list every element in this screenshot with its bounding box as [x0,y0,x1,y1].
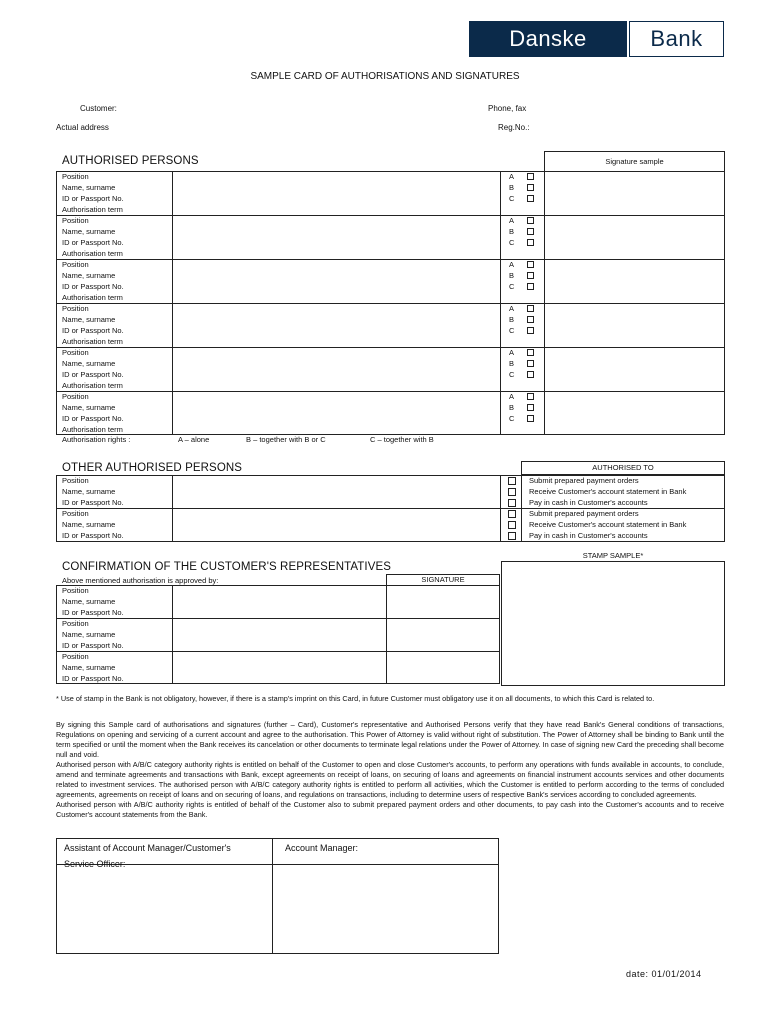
confirm-row-2-labels: Position Name, surname ID or Passport No. [62,619,124,650]
other-row-1-labels: Position Name, surname ID or Passport No. [62,476,124,507]
checkbox-b[interactable] [527,228,534,235]
address-label: Actual address [56,123,109,132]
abc-group-2: A B C [500,215,544,248]
confirm-row-3-labels: Position Name, surname ID or Passport No. [62,652,124,683]
person-row-6-labels: Position Name, surname ID or Passport No. Authorisation term [62,392,124,434]
checkbox-c[interactable] [527,283,534,290]
confirmation-heading: CONFIRMATION OF THE CUSTOMER'S REPRESENTATIVES [62,561,392,573]
option-checkbox[interactable] [508,532,516,540]
option-checkbox[interactable] [508,499,516,507]
checkbox-b[interactable] [527,184,534,191]
confirm-row-1-labels: Position Name, surname ID or Passport No. [62,586,124,617]
option-checkbox[interactable] [508,477,516,485]
right-b: B – together with B or C [246,435,326,444]
authorised-heading: AUTHORISED PERSONS [62,155,199,167]
signature-label: SIGNATURE [421,575,465,584]
approved-label: Above mentioned authorisation is approved by: [62,576,219,585]
checkbox-c[interactable] [527,371,534,378]
checkbox-a[interactable] [527,393,534,400]
customer-label: Customer: [80,104,117,113]
checkbox-b[interactable] [527,316,534,323]
authorised-to-label: AUTHORISED TO [592,463,654,472]
stamp-box [501,561,725,686]
signature-sample-label: Signature sample [605,157,664,166]
person-row-2-labels: Position Name, surname ID or Passport No. Authorisation term [62,216,124,258]
checkbox-a[interactable] [527,173,534,180]
right-a: A – alone [178,435,210,444]
abc-group-6: A B C [500,391,544,424]
other-row-2-labels: Position Name, surname ID or Passport No. [62,509,124,540]
checkbox-a[interactable] [527,305,534,312]
checkbox-c[interactable] [527,239,534,246]
option-checkbox[interactable] [508,521,516,529]
person-row-4-labels: Position Name, surname ID or Passport No. Authorisation term [62,304,124,346]
phone-label: Phone, fax [488,104,527,113]
assistant-label: Assistant of Account Manager/Customer's Service Officer: [64,843,231,869]
manager-label: Account Manager: [285,843,359,853]
option-checkbox[interactable] [508,510,516,518]
abc-group-4: A B C [500,303,544,336]
abc-group-1: A B C [500,171,544,204]
checkbox-c[interactable] [527,195,534,202]
checkbox-b[interactable] [527,404,534,411]
checkbox-c[interactable] [527,327,534,334]
option-checkbox[interactable] [508,488,516,496]
checkbox-b[interactable] [527,272,534,279]
checkbox-a[interactable] [527,349,534,356]
other-heading: OTHER AUTHORISED PERSONS [62,462,243,474]
abc-group-3: A B C [500,259,544,292]
footnote: * Use of stamp in the Bank is not obligatory, however, if there is a stamp's imprint on this Card, in future Customer must obligatory use it on all documents, to which this Card is related to. [56,694,655,703]
page-title: SAMPLE CARD OF AUTHORISATIONS AND SIGNATURES [250,71,520,82]
checkbox-a[interactable] [527,217,534,224]
checkbox-c[interactable] [527,415,534,422]
logo-bank: Bank [629,21,724,57]
person-row-3-labels: Position Name, surname ID or Passport No. Authorisation term [62,260,124,302]
rights-label: Authorisation rights : [62,435,131,444]
other-options-1: Submit prepared payment orders Receive Customer's account statement in Bank Pay in cash in Customer's accounts [508,475,725,508]
checkbox-a[interactable] [527,261,534,268]
person-row-1-labels: Position Name, surname ID or Passport No. Authorisation term [62,172,124,214]
abc-group-5: A B C [500,347,544,380]
right-c: C – together with B [370,435,434,444]
regno-label: Reg.No.: [498,123,530,132]
logo-danske: Danske [469,21,627,57]
other-options-2: Submit prepared payment orders Receive Customer's account statement in Bank Pay in cash in Customer's accounts [508,508,725,541]
person-row-5-labels: Position Name, surname ID or Passport No. Authorisation term [62,348,124,390]
body-text: By signing this Sample card of authorisations and signatures (further – Card), Customer's representative and Authorised Persons verify that they have read Bank's General conditions of transactions, Regulations on opening and servicing of a current account and agree to the authorisation. This Power of Attorney is valid without right of substitution. The Power of Attorney shall be binding to Bank until the term specified or until the moment when the Bank receives its cancelation or other documents to terminate legal relations under the Power of Attorney. In case of signing new Card the preceding shall become null and void. Authorised person with A/B/C category authority rights is entitled on behalf of the Customer to open and close Customer's accounts, to perform any operations with funds available in accounts, to conclude, amend and terminate agreements and transactions with Bank, except agreements on receipt of loans, on securing of loans and agreements on financial instrument accounts services and other documents related to investment services. The authorised person with A/B/C category authority rights is entitled to perform all activities, which the Customer is entitled to perform according to the terms of concluded agreements, agreements on receipt of loans and on securing of loans, and regulations on transactions, including to determine users of respective Bank's services according to concluded agreements. Authorised person with A/B/C authority rights is entitled of behalf of the Customer also to submit prepared payment orders and other documents, to pay cash into the Customer's accounts and to receive Customer's account statements from the Bank. [56,720,724,819]
date-label: date: 01/01/2014 [626,969,702,979]
stamp-sample-label: STAMP SAMPLE* [582,551,644,560]
checkbox-b[interactable] [527,360,534,367]
